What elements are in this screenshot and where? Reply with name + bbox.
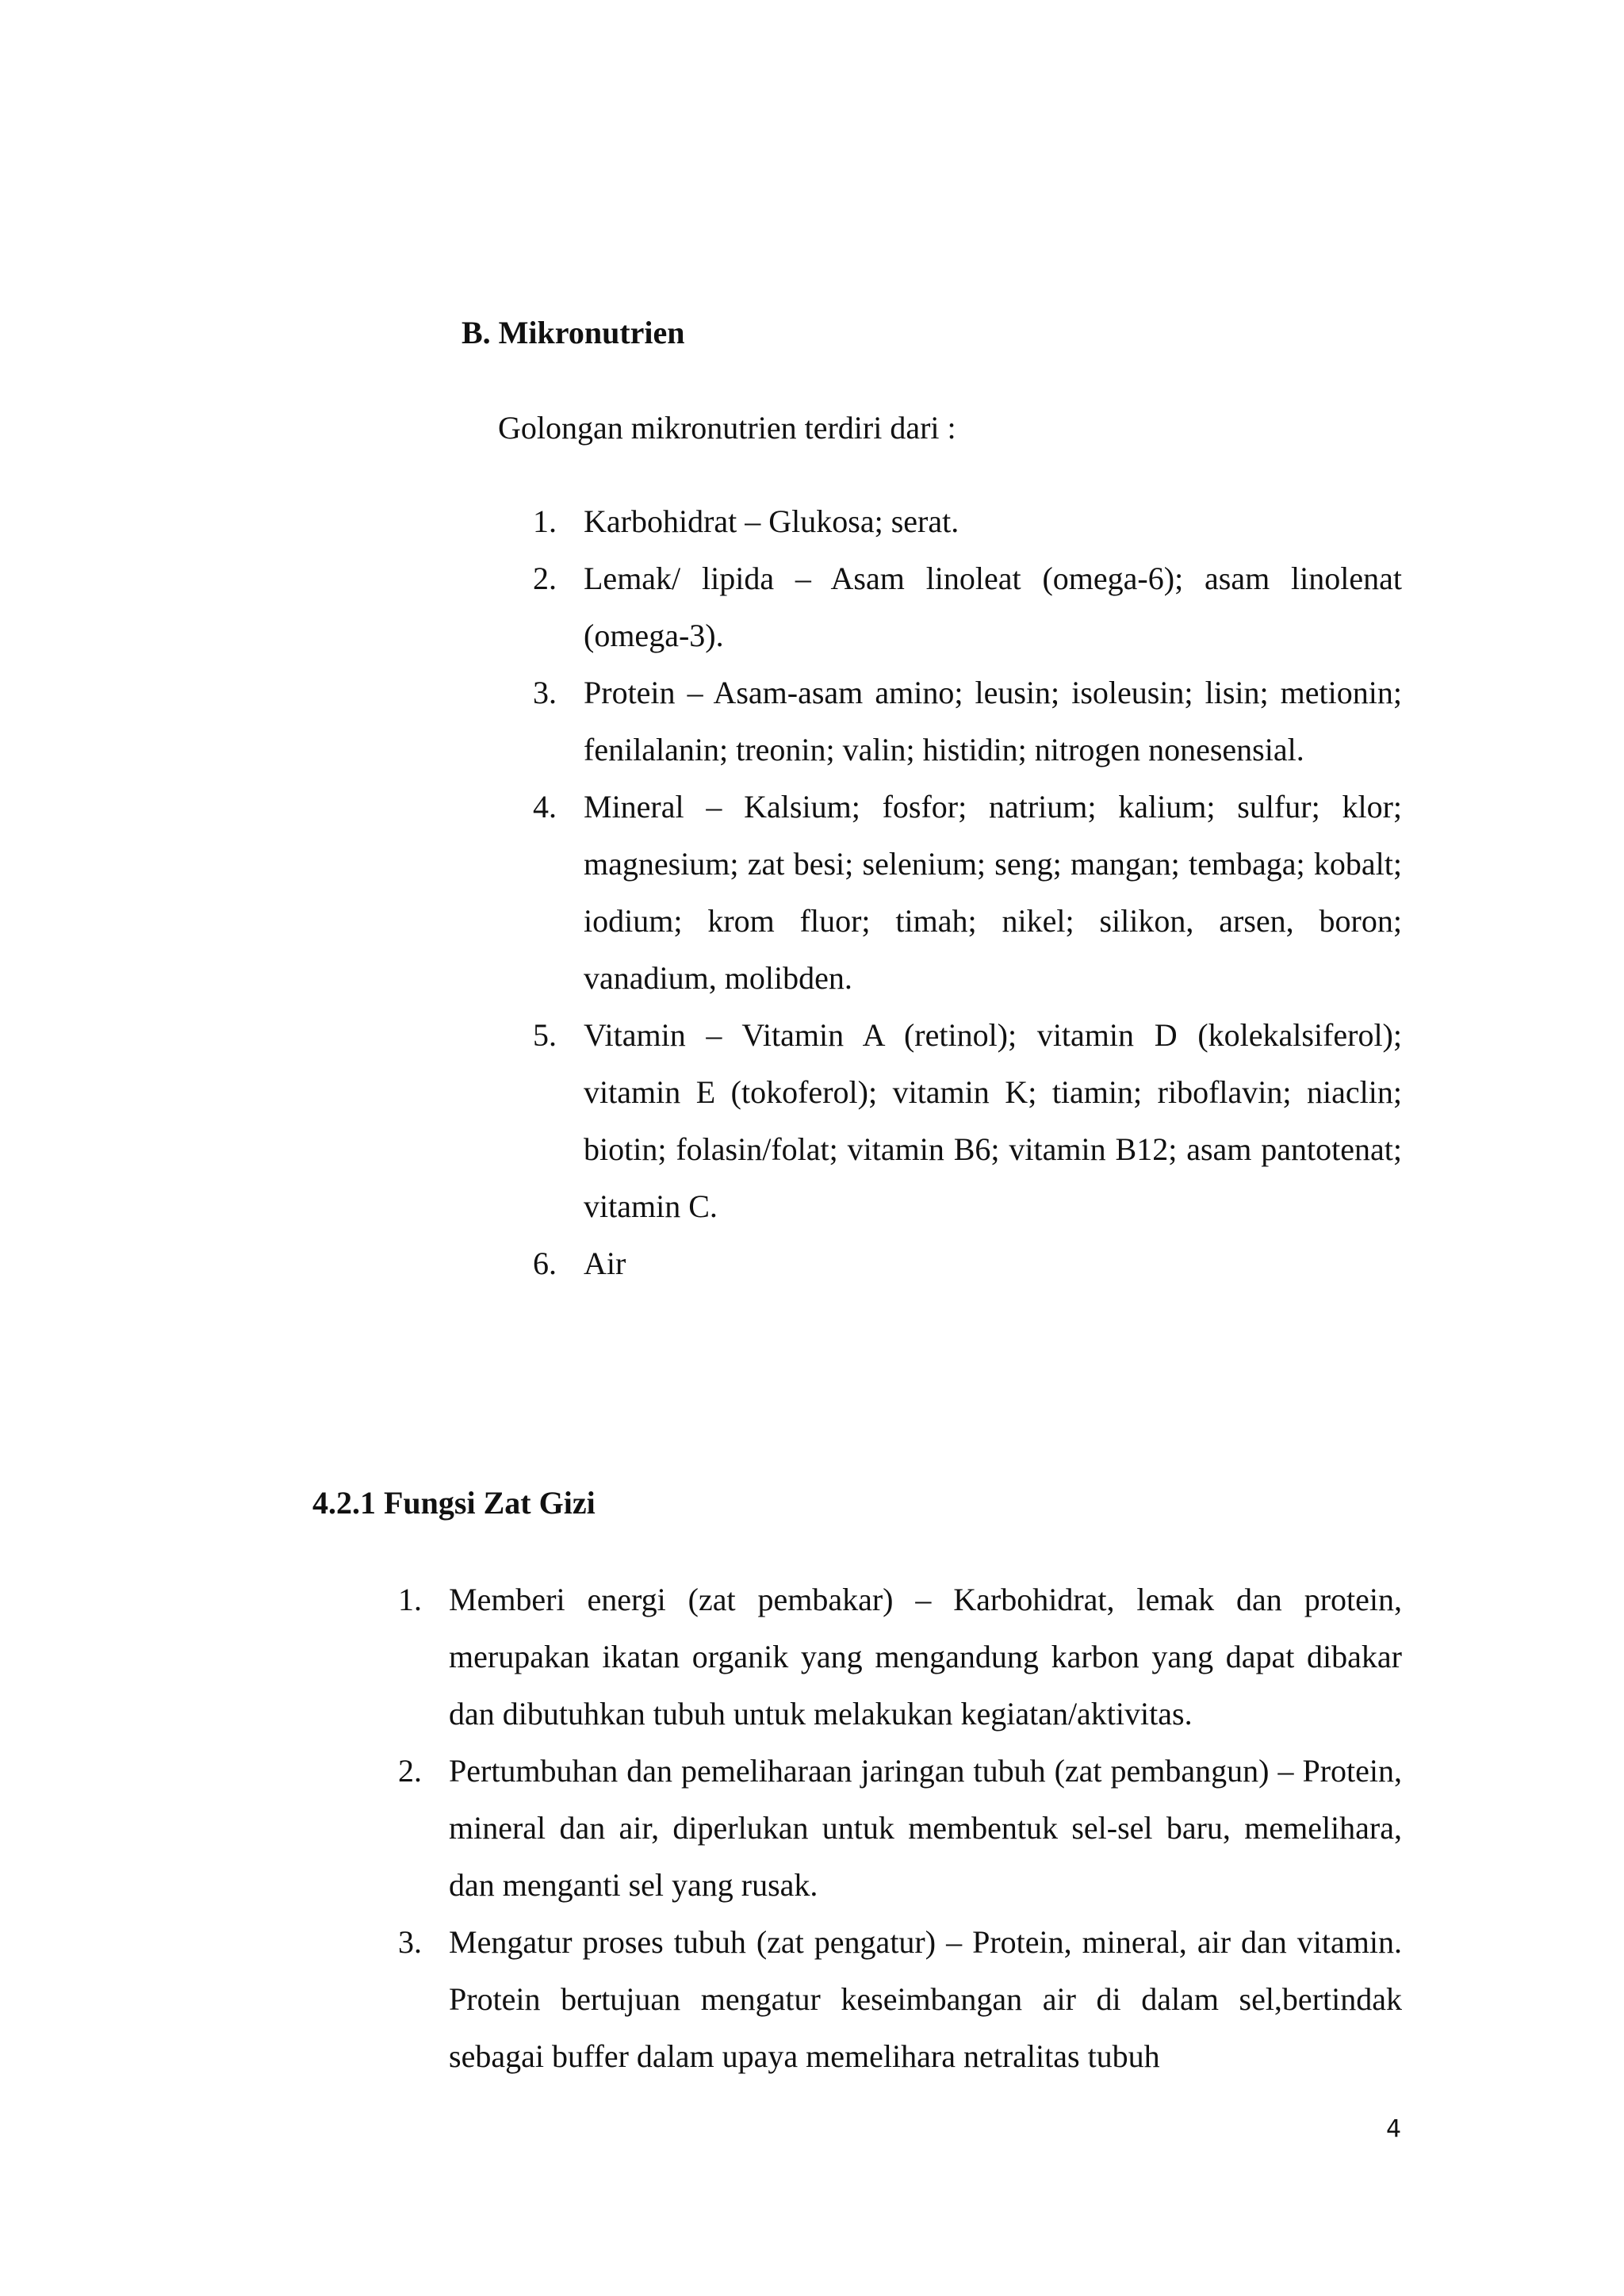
list-item-number: 1. (398, 1582, 422, 1617)
list-item (533, 1235, 1402, 1292)
section-421-heading: 4.2.1 Fungsi Zat Gizi (312, 1485, 596, 1521)
list-item-text: Mengatur proses tubuh (zat pengatur) – Protein, mineral, air dan vitamin. Protein bertujuan mengatur keseimbangan air di dalam sel,bertindak sebagai buffer dalam upaya memelihara netralitas tubuh (449, 1924, 1402, 2074)
list-item (533, 779, 1402, 1007)
section-b-heading: B. Mikronutrien (462, 315, 685, 350)
list-item-number: 5. (533, 1017, 557, 1053)
list-item-number: 3. (533, 675, 557, 710)
nutrient-function-list (398, 1571, 1402, 2085)
list-item-number: 6. (533, 1246, 557, 1281)
list-item (533, 550, 1402, 664)
list-item-text: Memberi energi (zat pembakar) – Karbohidrat, lemak dan protein, merupakan ikatan organik yang mengandung karbon yang dapat dibakar dan dibutuhkan tubuh untuk melakukan kegiatan/aktivitas. (449, 1582, 1402, 1732)
list-item-text: Karbohidrat – Glukosa; serat. (584, 503, 959, 539)
list-item-number: 2. (533, 561, 557, 596)
list-item (533, 493, 1402, 550)
list-item-number: 2. (398, 1753, 422, 1789)
list-item-text: Protein – Asam-asam amino; leusin; isoleusin; lisin; metionin; fenilalanin; treonin; valin; histidin; nitrogen nonesensial. (584, 675, 1402, 767)
list-item (533, 664, 1402, 779)
list-item-number: 4. (533, 789, 557, 825)
list-item (398, 1914, 1402, 2085)
list-item-text: Air (584, 1246, 626, 1281)
list-item (398, 1571, 1402, 1743)
list-item-text: Vitamin – Vitamin A (retinol); vitamin D (kolekalsiferol); vitamin E (tokoferol); vitamin K; tiamin; riboflavin; niaclin; biotin; folasin/folat; vitamin B6; vitamin B12; asam pantotenat; vitamin C. (584, 1017, 1402, 1224)
list-item-number: 3. (398, 1924, 422, 1960)
list-item-text: Mineral – Kalsium; fosfor; natrium; kalium; sulfur; klor; magnesium; zat besi; selenium; seng; mangan; tembaga; kobalt; iodium; krom fluor; timah; nikel; silikon, arsen, boron; vanadium, molibden. (584, 789, 1402, 996)
micronutrient-list (533, 493, 1402, 1292)
section-b-intro: Golongan mikronutrien terdiri dari : (498, 410, 956, 446)
list-item-text: Pertumbuhan dan pemeliharaan jaringan tubuh (zat pembangun) – Protein, mineral dan air, diperlukan untuk membentuk sel-sel baru, memelihara, dan menganti sel yang rusak. (449, 1753, 1402, 1903)
list-item-text: Lemak/ lipida – Asam linoleat (omega-6); asam linolenat (omega-3). (584, 561, 1402, 653)
list-item (398, 1743, 1402, 1914)
page-number: 4 (1386, 2115, 1402, 2143)
list-item-number: 1. (533, 503, 557, 539)
list-item (533, 1007, 1402, 1235)
